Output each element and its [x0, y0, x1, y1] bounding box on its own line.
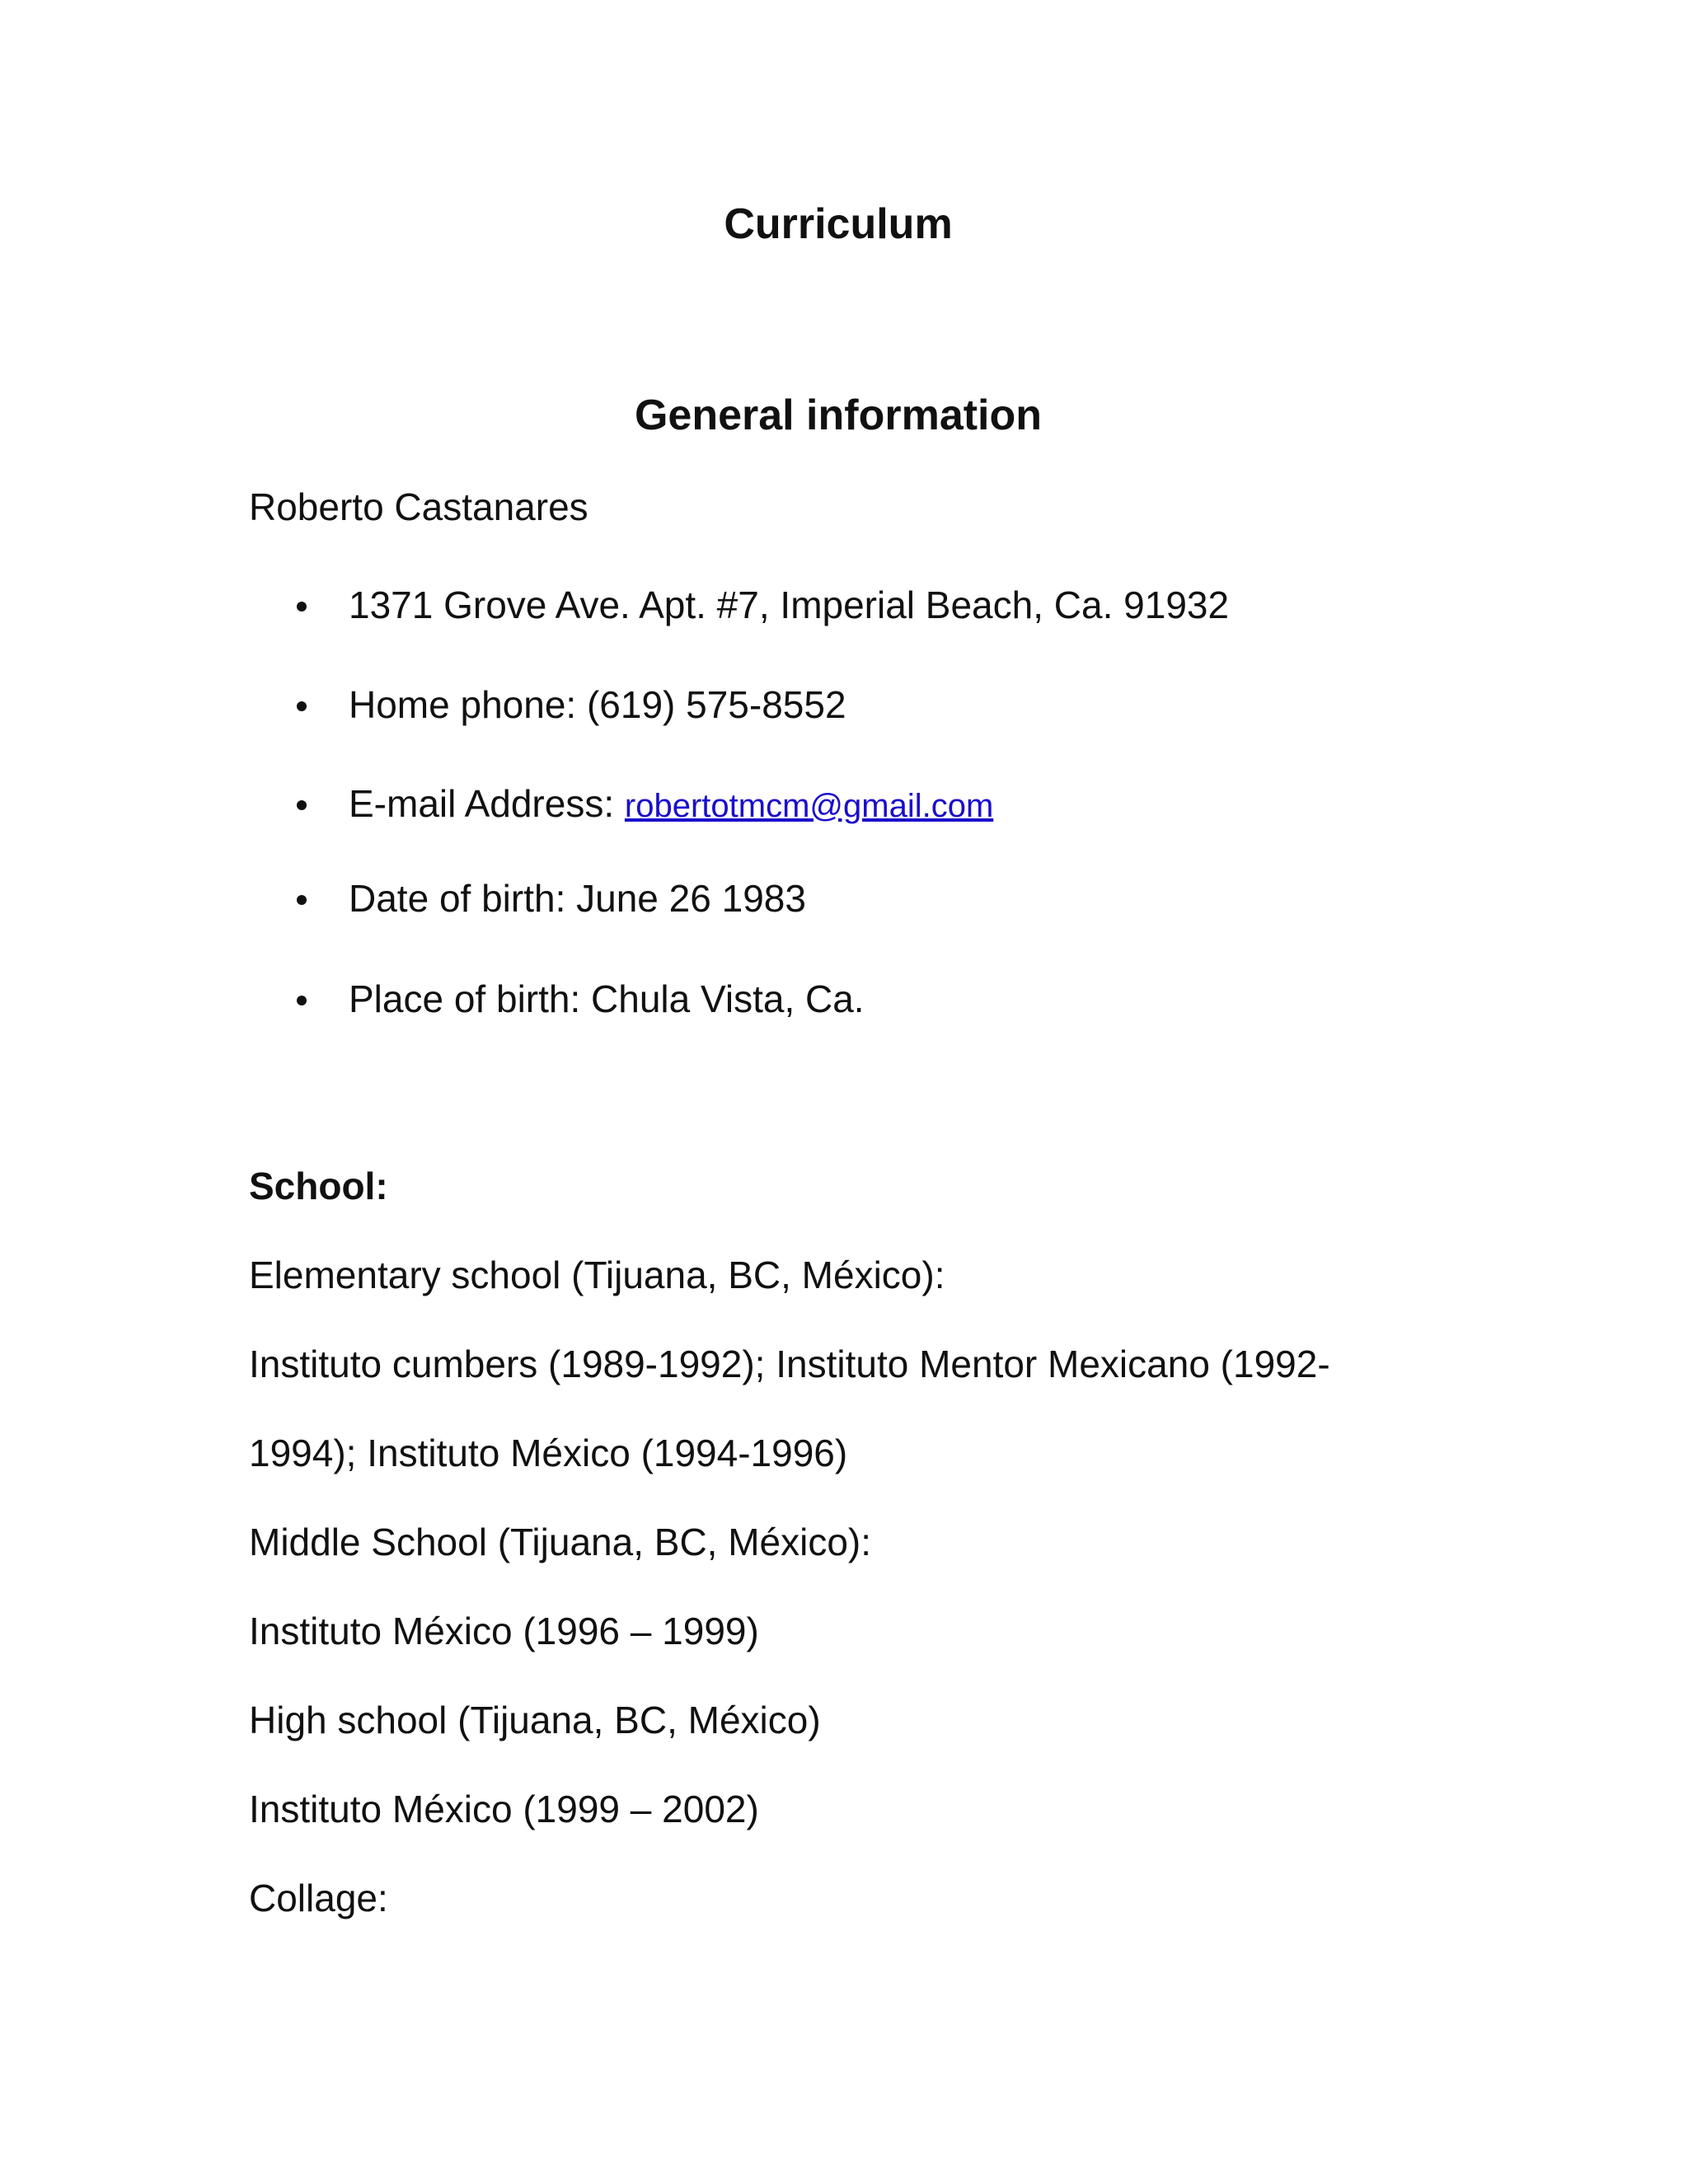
home-phone-text: Home phone: (619) 575-8552: [349, 683, 846, 726]
school-line: 1994); Instituto México (1994-1996): [249, 1432, 848, 1474]
address-text: 1371 Grove Ave. Apt. #7, Imperial Beach, Ca. 91932: [349, 583, 1230, 626]
document-title: Curriculum: [724, 200, 953, 248]
school-line: High school (Tijuana, BC, México): [249, 1699, 821, 1741]
school-line: Instituto cumbers (1989-1992); Instituto Mentor Mexicano (1992-: [249, 1343, 1330, 1385]
school-heading: School:: [249, 1165, 388, 1207]
email-row: [349, 780, 993, 829]
person-name: Roberto Castanares: [249, 485, 588, 528]
email-link[interactable]: robertotmcm@gmail.com: [624, 788, 994, 824]
school-line: Instituto México (1996 – 1999): [249, 1610, 759, 1652]
birth-date-text: Date of birth: June 26 1983: [349, 877, 806, 920]
school-line: Collage:: [249, 1877, 388, 1919]
section-title-general-information: General information: [634, 391, 1043, 439]
birth-place-text: Place of birth: Chula Vista, Ca.: [349, 977, 865, 1020]
school-line: Middle School (Tijuana, BC, México):: [249, 1521, 872, 1563]
school-line: Elementary school (Tijuana, BC, México):: [249, 1254, 945, 1296]
school-line: Instituto México (1999 – 2002): [249, 1788, 759, 1830]
bullet-icon: [297, 895, 307, 905]
bullet-icon: [297, 701, 307, 711]
email-label: E-mail Address:: [349, 782, 625, 825]
bullet-icon: [297, 602, 307, 612]
bullet-icon: [297, 800, 307, 810]
bullet-icon: [297, 996, 307, 1005]
